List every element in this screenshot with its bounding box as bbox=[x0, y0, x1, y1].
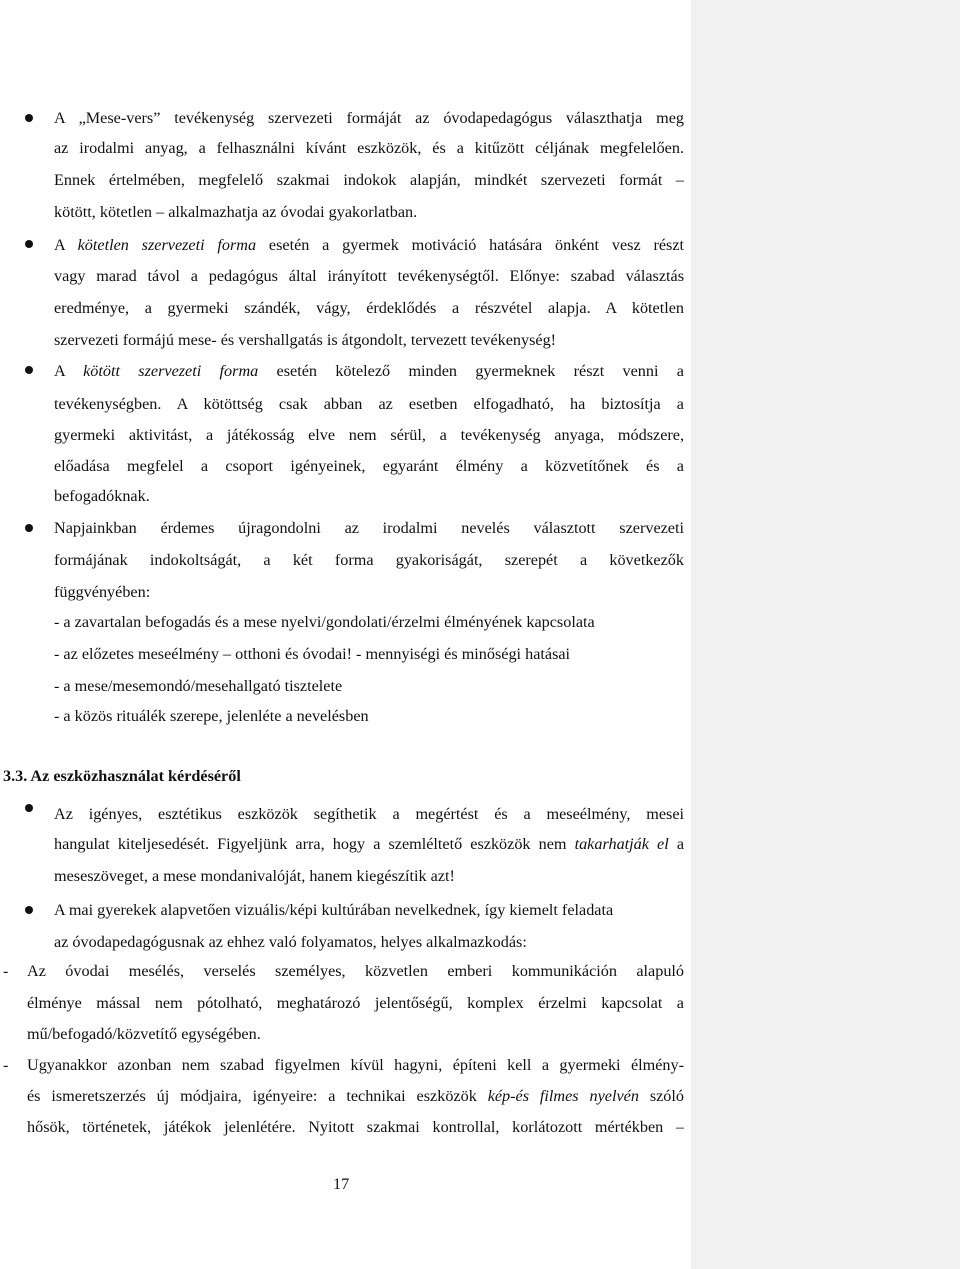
paragraph-line: mű/befogadó/közvetítő egységében. bbox=[27, 1025, 261, 1043]
section-heading: 3.3. Az eszközhasználat kérdéséről bbox=[3, 767, 241, 785]
paragraph-line: formájának indokoltságát, a két forma gyakoriságát, szerepét a következők bbox=[54, 551, 684, 569]
paragraph-line: A mai gyerekek alapvetően vizuális/képi kultúrában nevelkednek, így kiemelt feladata bbox=[54, 901, 614, 919]
paragraph-line bbox=[54, 834, 684, 854]
paragraph-line: befogadóknak. bbox=[54, 487, 150, 505]
paragraph-line: szervezeti formájú mese- és vershallgatás is átgondolt, tervezett tevékenység! bbox=[54, 331, 557, 349]
text-run: és ismeretszerzés új módjaira, igényeire: a technikai eszközök bbox=[27, 1087, 488, 1105]
paragraph-line: kötött, kötetlen – alkalmazhatja az óvodai gyakorlatban. bbox=[54, 203, 418, 221]
bullet-icon bbox=[25, 240, 33, 248]
paragraph-line bbox=[27, 1086, 684, 1106]
paragraph-line bbox=[54, 361, 684, 381]
bullet-icon bbox=[25, 114, 33, 122]
comment-margin-pane bbox=[691, 0, 960, 1269]
paragraph-line bbox=[54, 235, 684, 255]
italic-term: takarhatják el bbox=[574, 835, 669, 853]
page-number: 17 bbox=[333, 1175, 350, 1193]
dash-marker: - bbox=[3, 962, 9, 980]
paragraph-line: az irodalmi anyag, a felhasználni kívánt eszközök, és a kitűzött céljának megfelelően. bbox=[54, 139, 684, 157]
paragraph-line: Ennek értelmében, megfelelő szakmai indokok alapján, mindkét szervezeti formát – bbox=[54, 171, 684, 189]
text-run: esetén kötelező minden gyermeknek részt venni a bbox=[258, 362, 684, 380]
italic-term: kép-és filmes nyelvén bbox=[487, 1087, 639, 1105]
list-item: - az előzetes meseélmény – otthoni és óvodai! - mennyiségi és minőségi hatásai bbox=[54, 645, 571, 663]
bullet-icon bbox=[25, 366, 33, 374]
italic-term: kötetlen szervezeti forma bbox=[77, 236, 257, 254]
paragraph-line: gyermeki aktivitást, a játékosság elve nem sérül, a tevékenység anyaga, módszere, bbox=[54, 426, 684, 444]
paragraph-line: meseszöveget, a mese mondanivalóját, hanem kiegészítik azt! bbox=[54, 867, 455, 885]
bullet-icon bbox=[25, 804, 33, 812]
italic-term: kötött szervezeti forma bbox=[83, 362, 259, 380]
list-item: - a közös rituálék szerepe, jelenléte a nevelésben bbox=[54, 707, 369, 725]
text-run: hangulat kiteljesedését. Figyeljünk arra, hogy a szemléltető eszközök nem bbox=[54, 835, 575, 853]
text-run: a bbox=[668, 835, 685, 853]
text-run: A bbox=[54, 236, 78, 254]
list-item: - a mese/mesemondó/mesehallgató tisztelete bbox=[54, 677, 343, 695]
paragraph-line: vagy marad távol a pedagógus által irányított tevékenységtől. Előnye: szabad választás bbox=[54, 267, 684, 285]
text-run: A bbox=[54, 362, 84, 380]
paragraph-line: Ugyanakkor azonban nem szabad figyelmen kívül hagyni, építeni kell a gyermeki élmény- bbox=[27, 1056, 684, 1074]
paragraph-line: A „Mese-vers” tevékenység szervezeti formáját az óvodapedagógus választhatja meg bbox=[54, 109, 684, 127]
text-run: esetén a gyermek motiváció hatására önként vesz részt bbox=[256, 236, 684, 254]
text-run: szóló bbox=[638, 1087, 684, 1105]
paragraph-line: élménye mással nem pótolható, meghatározó jelentőségű, komplex érzelmi kapcsolat a bbox=[27, 994, 684, 1012]
paragraph-line: hősök, történetek, játékok jelenlétére. Nyitott szakmai kontrollal, korlátozott mértékben – bbox=[27, 1118, 684, 1136]
paragraph-line: függvényében: bbox=[54, 583, 151, 601]
paragraph-line: eredménye, a gyermeki szándék, vágy, érdeklődés a részvétel alapja. A kötetlen bbox=[54, 299, 684, 317]
bullet-icon bbox=[25, 906, 33, 914]
paragraph-line: az óvodapedagógusnak az ehhez való folyamatos, helyes alkalmazkodás: bbox=[54, 933, 527, 951]
paragraph-line: Napjainkban érdemes újragondolni az irodalmi nevelés választott szervezeti bbox=[54, 519, 684, 537]
paragraph-line: előadása megfelel a csoport igényeinek, egyaránt élmény a közvetítőnek és a bbox=[54, 457, 684, 475]
paragraph-line: Az igényes, esztétikus eszközök segíthetik a megértést és a meseélmény, mesei bbox=[54, 805, 684, 823]
bullet-icon bbox=[25, 524, 33, 532]
paragraph-line: tevékenységben. A kötöttség csak abban az esetben elfogadható, ha biztosítja a bbox=[54, 395, 684, 413]
paragraph-line: Az óvodai mesélés, verselés személyes, közvetlen emberi kommunikáción alapuló bbox=[27, 962, 684, 980]
list-item: - a zavartalan befogadás és a mese nyelvi/gondolati/érzelmi élményének kapcsolata bbox=[54, 613, 595, 631]
dash-marker: - bbox=[3, 1056, 9, 1074]
